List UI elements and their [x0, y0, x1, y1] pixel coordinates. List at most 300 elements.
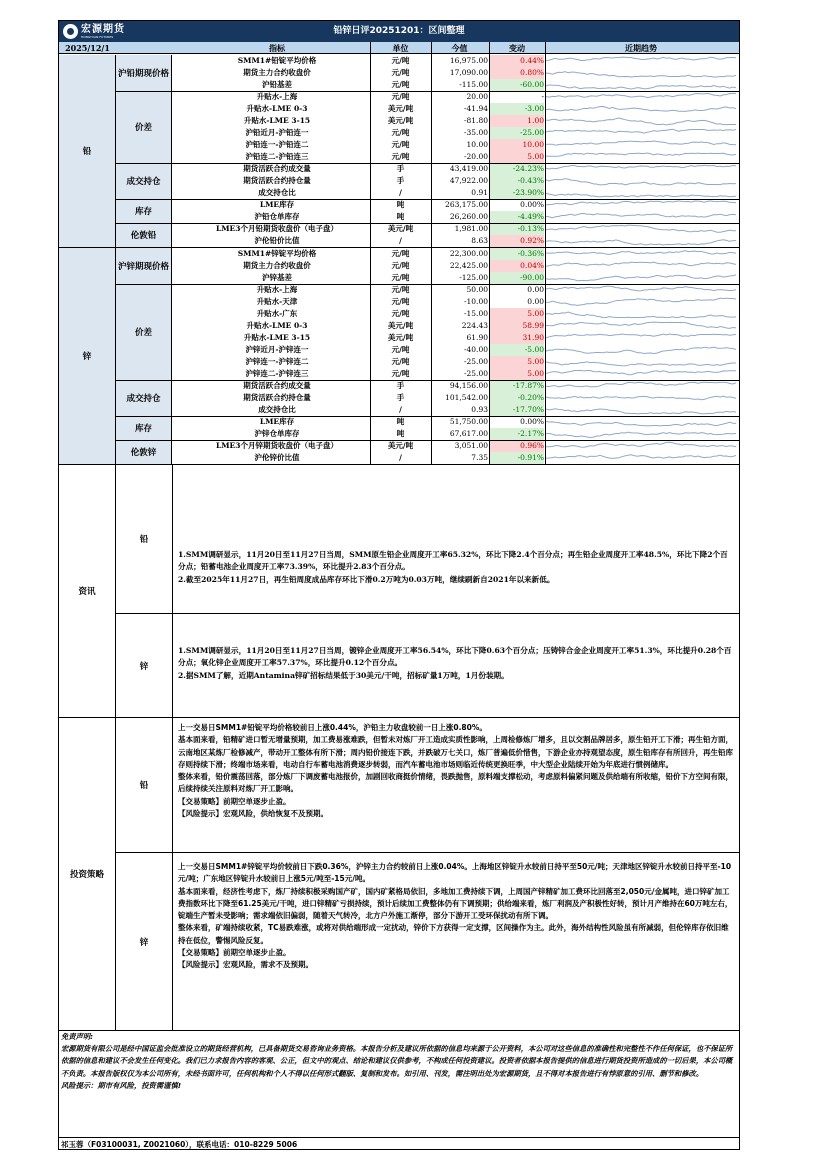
sparkline-path: [546, 240, 736, 245]
table-row: [172, 416, 739, 428]
indicator-unit: 元/吨: [391, 273, 410, 282]
sparkline-path: [546, 57, 736, 61]
news-lead-label: 铅: [116, 465, 173, 613]
lead-group-stock: 库存: [116, 199, 172, 223]
indicator-value: -115.00: [459, 80, 488, 89]
indicator-name: SMM1#铅锭平均价格: [237, 56, 317, 65]
indicator-unit: 元/吨: [391, 128, 410, 137]
indicator-change: -0.91%: [490, 452, 544, 464]
indicator-name: 升贴水-LME 3-15: [243, 333, 311, 342]
sparkline-path: [546, 214, 736, 218]
indicator-unit: 元/吨: [391, 357, 410, 366]
indicator-name: 沪铅连二-沪铅连三: [245, 152, 309, 161]
indicator-change: 31.90: [490, 332, 544, 344]
indicator-value: 3,051.00: [454, 441, 488, 450]
table-row: [172, 139, 739, 151]
table-row: [172, 440, 739, 452]
table-row: [172, 175, 739, 187]
strategy-lead-item: 基本面来看，铅精矿进口暂无增量预期，加工费易涨难跌，但暂未对炼厂开工造成实质性影响，上周检修炼厂增多，且以交割品牌居多，原生铅开工下滑；再生铅方面，云南地区某炼厂检修减产，带动开工整体有所下滑；周内铅价接连下跌，并跌破万七关口，炼厂普遍低价惜售，下游企业亦持观望态度，原生铅库存有所回升，再生铅库存则持续下滑；终端市场来看，电动自行车蓄电池消费逐步转弱，而汽车蓄电池市场则临近传统更换旺季，中大型企业陆续开始为年底进行惯例储库。: [178, 735, 733, 769]
indicator-unit: 手: [396, 176, 405, 185]
indicator-name: 升贴水-LME 0-3: [246, 104, 308, 113]
logo-subtext: HONGYUAN FUTURES: [81, 35, 114, 39]
indicator-value: 22,300.00: [449, 249, 488, 258]
indicator-value: 43,419.00: [449, 164, 488, 173]
zinc-section-label: 锌: [59, 248, 116, 464]
divider: [116, 416, 739, 417]
indicator-name: 升贴水-上海: [256, 285, 298, 294]
indicator-name: 升贴水-天津: [256, 297, 298, 306]
strategy-zinc-item: 上一交易日SMM1#锌锭平均价较前日下跌0.36%，沪锌主力合约较前日上涨0.04%。上海地区锌锭升水较前日持平至50元/吨；天津地区锌锭升水较前日持平至-10元/吨；广东地区锌锭升水较前日上涨5元/吨至-15元/吨。: [178, 862, 732, 884]
indicator-name: 沪铅基差: [262, 80, 292, 89]
zinc-group-spread: 价差: [116, 284, 172, 380]
indicator-change: 0.04%: [490, 260, 544, 272]
sparkline-path: [546, 201, 736, 205]
indicator-name: 期货主力合约收盘价: [243, 68, 311, 77]
divider: [116, 163, 739, 164]
sparkline-path: [546, 442, 736, 447]
trend-sparkline: [546, 261, 736, 271]
trend-sparkline: [546, 236, 736, 246]
indicator-change: -3.00: [490, 103, 544, 115]
indicator-unit: 美元/吨: [387, 441, 414, 450]
indicator-unit: 元/吨: [391, 285, 410, 294]
header-unit: 单位: [392, 43, 409, 53]
table-row: [172, 428, 739, 440]
indicator-name: 沪锌连二-沪锌连三: [245, 369, 309, 378]
indicator-change: 0.00: [527, 285, 544, 294]
indicator-change: -: [541, 92, 544, 101]
trend-sparkline: [546, 80, 736, 90]
indicator-name: 沪锌基差: [262, 273, 292, 282]
indicator-unit: 美元/吨: [387, 224, 414, 233]
header-trend: 近期趋势: [625, 43, 657, 53]
indicator-unit: 元/吨: [391, 140, 410, 149]
zinc-group-volume: 成交持仓: [116, 380, 172, 416]
indicator-name: LME库存: [259, 200, 295, 209]
indicator-value: 7.35: [471, 453, 488, 462]
indicator-name: 期货主力合约收盘价: [243, 261, 311, 270]
trend-sparkline: [546, 68, 736, 78]
indicator-change: -23.90%: [490, 187, 544, 199]
sparkline-path: [546, 382, 736, 387]
analyst-contact: 祁玉蓉（F03100031, Z0021060），联系电话：010-8229 5006: [59, 1137, 739, 1150]
zinc-group-stock: 库存: [116, 416, 172, 440]
indicator-change: 0.44%: [490, 55, 544, 67]
indicator-name: 升贴水-上海: [256, 92, 298, 101]
indicator-value: -15.00: [463, 309, 488, 318]
indicator-name: SMM1#锌锭平均价格: [237, 249, 317, 258]
table-row: [172, 211, 739, 223]
indicator-change: 58.99: [490, 320, 544, 332]
table-row: [172, 199, 739, 211]
trend-sparkline: [546, 297, 736, 307]
trend-sparkline: [546, 176, 736, 186]
disclaimer: [61, 1031, 737, 1092]
indicator-value: 16,975.00: [449, 56, 488, 65]
divider: [116, 380, 739, 381]
indicator-value: -41.94: [463, 104, 488, 113]
zinc-group-ratio: 伦敦锌: [116, 440, 172, 464]
divider: [116, 440, 739, 441]
indicator-value: 67,617.00: [449, 429, 488, 438]
indicator-value: 61.90: [466, 333, 488, 342]
trend-sparkline: [546, 273, 736, 283]
sparkline-path: [546, 362, 736, 366]
indicator-change: -0.13%: [490, 223, 544, 235]
report-date: 2025/12/1: [65, 43, 110, 53]
header-indicator: 指标: [269, 43, 285, 53]
divider: [116, 613, 739, 614]
indicator-value: -20.00: [463, 152, 488, 161]
table-row: [172, 308, 739, 320]
indicator-value: -25.00: [463, 357, 488, 366]
indicator-change: 0.00%: [520, 417, 544, 426]
table-row: [172, 235, 739, 247]
indicator-change: -17.87%: [490, 380, 544, 392]
sparkline-path: [546, 179, 736, 185]
lead-group-spread: 价差: [116, 91, 172, 163]
sparkline-path: [546, 432, 736, 437]
trend-sparkline: [546, 285, 736, 295]
sparkline-path: [546, 455, 736, 459]
indicator-unit: 吨: [396, 417, 405, 426]
indicator-change: -4.49%: [490, 211, 544, 223]
indicator-unit: 美元/吨: [387, 104, 414, 113]
sparkline-path: [546, 396, 736, 400]
trend-sparkline: [546, 345, 736, 355]
indicator-value: 51,750.00: [449, 417, 488, 426]
indicator-change: 0.80%: [490, 67, 544, 79]
indicator-name: 期货活跃合约成交量: [243, 164, 311, 173]
sparkline-path: [546, 334, 736, 338]
indicator-unit: 美元/吨: [387, 116, 414, 125]
table-row: [172, 223, 739, 235]
trend-sparkline: [546, 405, 736, 415]
indicator-unit: 吨: [396, 212, 405, 221]
indicator-unit: 元/吨: [391, 297, 410, 306]
strategy-lead-item: 整体来看，铅价震荡回落，部分炼厂下调废蓄电池报价，加剧回收商挺价情绪，畏跌抛售，原料端支撑松动，考虑原料偏紧问题及供给端有所收缩，铅价下方空间有限，后续持续关注原料对炼厂开工影响。: [178, 772, 733, 794]
col-divider: [489, 42, 490, 464]
strategy-section-label: 投资策略: [59, 718, 116, 1030]
sparkline-path: [546, 262, 736, 266]
col-divider: [545, 42, 546, 464]
table-row: [172, 272, 739, 284]
divider: [116, 91, 739, 92]
indicator-value: 224.43: [461, 321, 488, 330]
indicator-unit: 元/吨: [391, 80, 410, 89]
col-divider: [370, 42, 371, 464]
disclaimer-title: 免责声明:: [61, 1032, 94, 1041]
trend-sparkline: [546, 92, 736, 102]
report-title: 铅锌日评20251201：区间整理: [333, 26, 465, 36]
indicator-value: -35.00: [463, 128, 488, 137]
table-row: [172, 187, 739, 199]
table-row: [172, 127, 739, 139]
strategy-zinc-item: 【交易策略】前期空单逐步止盈。: [178, 948, 291, 958]
indicator-value: -40.00: [463, 345, 488, 354]
sparkline-path: [546, 72, 736, 77]
divider: [116, 284, 739, 285]
indicator-value: 1,981.00: [454, 224, 488, 233]
table-row: [172, 404, 739, 416]
table-row: [172, 356, 739, 368]
trend-sparkline: [546, 164, 736, 174]
table-row: [172, 452, 739, 464]
strategy-zinc-text: [178, 861, 734, 972]
trend-sparkline: [546, 140, 736, 150]
indicator-name: 成交持仓比: [258, 405, 296, 414]
indicator-unit: /: [399, 453, 402, 462]
indicator-unit: 元/吨: [391, 309, 410, 318]
indicator-value: 22,425.00: [449, 261, 488, 270]
trend-sparkline: [546, 381, 736, 391]
indicator-name: 期货活跃合约成交量: [243, 381, 311, 390]
strategy-lead-item: 【交易策略】前期空单逐步止盈。: [178, 796, 291, 806]
table-row: [172, 320, 739, 332]
trend-sparkline: [546, 309, 736, 319]
sparkline-path: [546, 225, 736, 232]
indicator-name: 沪铅近月-沪铅连一: [245, 128, 309, 137]
strategy-zinc-label: 锌: [116, 853, 173, 1030]
indicator-name: LME3个月铅期货收盘价（电子盘）: [215, 224, 338, 233]
indicator-change: 0.92%: [490, 235, 544, 247]
indicator-unit: /: [399, 236, 402, 245]
indicator-name: 升贴水-广东: [256, 309, 298, 318]
trend-sparkline: [546, 128, 736, 138]
strategy-lead-label: 铅: [116, 718, 173, 852]
table-row: [172, 296, 739, 308]
sparkline-path: [546, 93, 736, 97]
table-row: [172, 344, 739, 356]
title-bar: [59, 21, 739, 42]
sparkline-path: [546, 371, 736, 375]
news-zinc-item: 2.据SMM了解，近期Antamina锌矿招标结果低于30美元/干吨，招标矿量1万吨，1月份装期。: [178, 670, 509, 680]
indicator-value: 0.93: [471, 405, 488, 414]
indicator-change: -90.00: [490, 272, 544, 284]
trend-sparkline: [546, 152, 736, 162]
indicator-change: -5.00: [490, 344, 544, 356]
sparkline-path: [546, 153, 736, 156]
trend-sparkline: [546, 357, 736, 367]
indicator-unit: 元/吨: [391, 369, 410, 378]
news-zinc-item: 1.SMM调研显示，11月20日至11月27日当周，镀锌企业周度开工率56.54%，环比下降0.63个百分点；压铸锌合金企业周度开工率51.3%，环比提升0.28个百分点；氧化锌企业周度开工率57.37%，环比提升0.12个百分点。: [178, 646, 732, 668]
sparkline-path: [546, 298, 736, 305]
zinc-group-spot: 沪锌期现价格: [116, 248, 172, 284]
strategy-lead-item: 【风险提示】宏观风险，供给恢复不及预期。: [178, 809, 328, 819]
indicator-value: 8.63: [471, 236, 488, 245]
sparkline-path: [546, 118, 736, 125]
sparkline-path: [546, 275, 736, 281]
sparkline-path: [546, 409, 736, 414]
indicator-value: -25.00: [463, 369, 488, 378]
strategy-zinc-item: 基本面来看，经济性考虑下，炼厂持续积极采购国产矿，国内矿紧格局依旧，多地加工费持续下调，上周国产锌精矿加工费环比回落至2,050元/金属吨，进口锌矿加工费指数环比下降至61.25美元/干吨，进口锌精矿亏损持续，预计后续加工费整体仍有下调预期；供给端来看，炼厂利润及产积极性好转，预计月产维持在60万吨左右，锭端生产暂未受影响；需求端依旧偏弱，随着天气转冷，北方户外施工渐停，部分下游开工受环保扰动有所下调。: [178, 886, 733, 921]
divider: [116, 223, 739, 224]
header-value: 今值: [451, 43, 468, 53]
indicator-value: -10.00: [463, 297, 488, 306]
table-row: [172, 55, 739, 67]
table-row: [172, 368, 739, 380]
indicator-change: -24.23%: [490, 163, 544, 175]
sparkline-path: [546, 251, 736, 255]
indicator-value: 47,922.00: [449, 176, 488, 185]
news-zinc-text: [178, 645, 734, 682]
indicator-change: -0.20%: [490, 392, 544, 404]
trend-sparkline: [546, 116, 736, 126]
indicator-unit: 元/吨: [391, 261, 410, 270]
trend-sparkline: [546, 249, 736, 259]
table-row: [172, 260, 739, 272]
logo-text: 宏源期货: [81, 24, 125, 35]
table-row: [172, 79, 739, 91]
indicator-change: -25.00: [490, 127, 544, 139]
trend-sparkline: [546, 224, 736, 234]
strategy-lead-item: 上一交易日SMM1#铅锭平均价格较前日上涨0.44%，沪铅主力收盘较前一日上涨0.80%。: [178, 723, 487, 732]
indicator-change: 5.00: [490, 151, 544, 163]
indicator-value: 10.00: [466, 140, 488, 149]
indicator-name: 沪伦铅价比值: [254, 236, 300, 245]
indicator-unit: 元/吨: [391, 152, 410, 161]
indicator-name: 升贴水-LME 3-15: [243, 116, 311, 125]
table-row: [172, 332, 739, 344]
sparkline-path: [546, 85, 736, 89]
trend-sparkline: [546, 393, 736, 403]
indicator-name: 期货活跃合约持仓量: [243, 393, 311, 402]
lead-section-label: 铅: [59, 55, 116, 247]
strategy-zinc-item: 【风险提示】宏观风险，需求不及预期。: [178, 960, 313, 970]
sparkline-path: [546, 165, 736, 169]
sparkline-path: [546, 422, 736, 426]
indicator-name: 沪锌连一-沪锌连二: [245, 357, 309, 366]
indicator-unit: 美元/吨: [387, 333, 414, 342]
sparkline-path: [546, 322, 736, 328]
table-row: [172, 91, 739, 103]
indicator-change: -60.00: [490, 79, 544, 91]
indicator-unit: 吨: [396, 429, 405, 438]
indicator-name: LME库存: [259, 417, 295, 426]
strategy-zinc-item: 整体来看，矿端持续收紧，TC易跌难涨，或将对供给端形成一定扰动，锌价下方获得一定支撑，区间操作为主。此外，海外结构性风险虽有所减弱，但伦锌库存依旧维持在低位，警惕风险反复。: [178, 923, 729, 945]
news-lead-text: [178, 549, 734, 586]
indicator-change: 5.00: [490, 308, 544, 320]
sparkline-path: [546, 129, 736, 133]
table-row: [172, 163, 739, 175]
indicator-value: 101,542.00: [445, 393, 488, 402]
indicator-change: -2.17%: [490, 428, 544, 440]
indicator-unit: 手: [396, 393, 405, 402]
trend-sparkline: [546, 429, 736, 439]
indicator-value: 20.00: [466, 92, 488, 101]
table-row: [172, 103, 739, 115]
sparkline-path: [546, 347, 736, 354]
indicator-value: 263,175.00: [445, 200, 488, 209]
indicator-change: 0.00: [527, 297, 544, 306]
trend-sparkline: [546, 369, 736, 379]
table-row: [172, 67, 739, 79]
indicator-name: 期货活跃合约持仓量: [243, 176, 311, 185]
indicator-change: -0.43%: [490, 175, 544, 187]
trend-sparkline: [546, 333, 736, 343]
indicator-unit: 手: [396, 164, 405, 173]
trend-sparkline: [546, 321, 736, 331]
indicator-value: -81.80: [463, 116, 488, 125]
table-row: [172, 392, 739, 404]
indicator-change: 5.00: [490, 368, 544, 380]
indicator-value: 17,090.00: [449, 68, 488, 77]
indicator-value: 0.91: [471, 188, 488, 197]
indicator-name: 成交持仓比: [258, 188, 296, 197]
report-sheet: [58, 20, 740, 1150]
disclaimer-risk: 风险提示：期市有风险，投资需谨慎!: [61, 1080, 182, 1090]
indicator-value: 50.00: [466, 285, 488, 294]
trend-sparkline: [546, 188, 736, 198]
indicator-change: 5.00: [490, 356, 544, 368]
indicator-name: 沪伦锌价比值: [254, 453, 300, 462]
indicator-unit: 元/吨: [391, 249, 410, 258]
indicator-change: 0.96%: [490, 440, 544, 452]
indicator-name: 升贴水-LME 0-3: [246, 321, 308, 330]
sparkline-path: [546, 107, 736, 112]
indicator-unit: 吨: [396, 200, 405, 209]
sparkline-path: [546, 286, 736, 291]
indicator-name: 沪锌近月-沪锌连一: [245, 345, 309, 354]
divider: [116, 199, 739, 200]
indicator-change: -17.70%: [490, 404, 544, 416]
trend-sparkline: [546, 104, 736, 114]
indicator-unit: 元/吨: [391, 92, 410, 101]
header-change: 变动: [509, 43, 525, 53]
divider: [116, 852, 739, 853]
indicator-unit: /: [399, 405, 402, 414]
indicator-name: 沪铅连一-沪铅连二: [245, 140, 309, 149]
sparkline-path: [546, 312, 736, 318]
indicator-name: 沪锌仓单库存: [254, 429, 300, 438]
table-header: [59, 42, 739, 54]
indicator-unit: 手: [396, 381, 405, 390]
trend-sparkline: [546, 417, 736, 427]
trend-sparkline: [546, 200, 736, 210]
lead-group-ratio: 伦敦铅: [116, 223, 172, 247]
indicator-change: 1.00: [490, 115, 544, 127]
lead-group-volume: 成交持仓: [116, 163, 172, 199]
table-row: [172, 284, 739, 296]
indicator-unit: 元/吨: [391, 345, 410, 354]
sparkline-path: [546, 141, 736, 145]
disclaimer-body: 宏源期货有限公司是经中国证监会批准设立的期货经营机构，已具备期货交易咨询业务资格。本报告分析及建议所依据的信息均来源于公开资料，本公司对这些信息的准确性和完整性不作任何保证，也不保证所依据的信息和建议不会发生任何变化。我们已力求报告内容的客观、公正，但文中的观点、结论和建议仅供参考，不构成任何投资建议。投资者依据本报告提供的信息进行期货投资所造成的一切后果，本公司概不负责。本报告版权仅为本公司所有，未经书面许可，任何机构和个人不得以任何形式翻版、复制和发布。如引用、刊发，需注明出处为宏源期货，且不得对本报告进行有悖原意的引用、删节和修改。: [61, 1044, 733, 1078]
indicator-name: LME3个月锌期货收盘价（电子盘）: [215, 441, 338, 450]
news-lead-item: 2.截至2025年11月27日，再生铅周度成品库存环比下滑0.2万吨为0.03万吨，继续刷新自2021年以来新低。: [178, 574, 555, 584]
indicator-change: 10.00: [490, 139, 544, 151]
table-row: [172, 115, 739, 127]
lead-group-spot: 沪铅期现价格: [116, 55, 172, 91]
indicator-unit: 元/吨: [391, 56, 410, 65]
indicator-name: 沪铅仓单库存: [254, 212, 300, 221]
indicator-change: 0.00%: [520, 200, 544, 209]
trend-sparkline: [546, 441, 736, 451]
table-row: [172, 248, 739, 260]
indicator-unit: 元/吨: [391, 68, 410, 77]
news-lead-item: 1.SMM调研显示，11月20日至11月27日当周，SMM原生铅企业周度开工率65.32%，环比下降2.4个百分点；再生铅企业周度开工率48.5%，环比下降2个百分点；铅蓄电池企业周度开工率73.39%，环比提升2.83个百分点。: [178, 550, 728, 572]
table-row: [172, 151, 739, 163]
trend-sparkline: [546, 212, 736, 222]
sparkline-path: [546, 193, 736, 197]
trend-sparkline: [546, 56, 736, 66]
indicator-value: 94,156.00: [449, 381, 488, 390]
news-zinc-label: 锌: [116, 614, 173, 717]
news-section-label: 资讯: [59, 465, 116, 717]
indicator-value: 26,260.00: [449, 212, 488, 221]
trend-sparkline: [546, 453, 736, 463]
indicator-change: -0.36%: [490, 248, 544, 260]
table-row: [172, 380, 739, 392]
